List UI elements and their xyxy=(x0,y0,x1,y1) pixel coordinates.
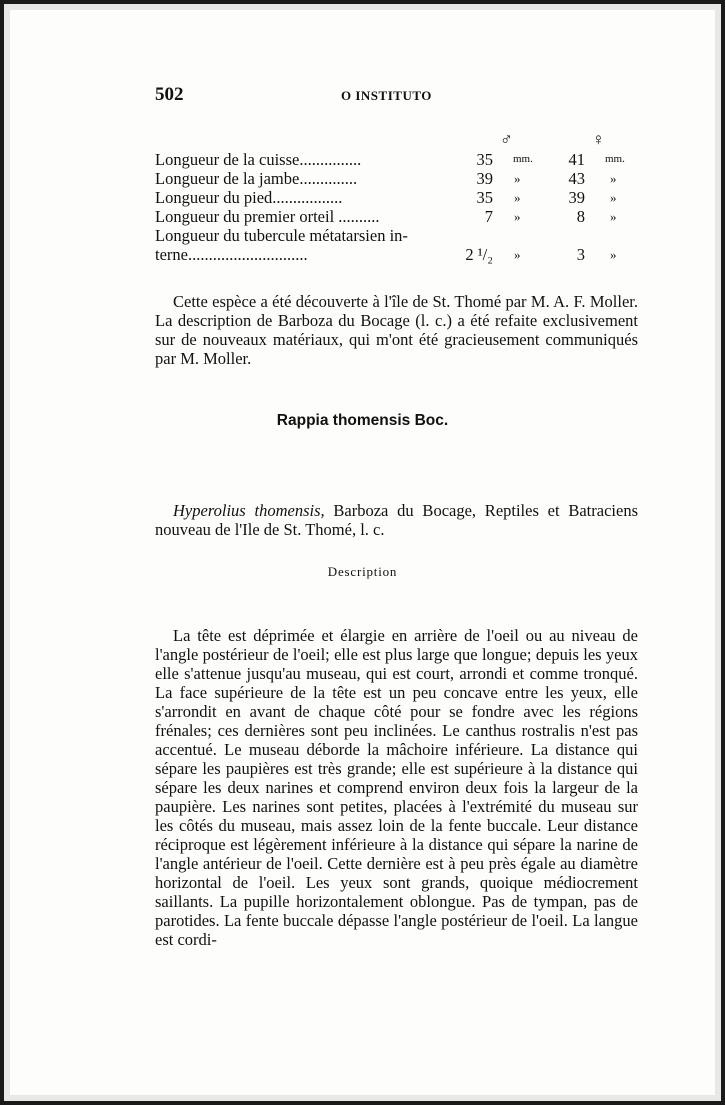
male-symbol: ♂ xyxy=(500,130,513,149)
synonym-name: Hyperolius thomensis, xyxy=(173,500,325,520)
female-unit: mm. xyxy=(605,153,625,165)
page-header xyxy=(155,84,635,108)
measurement-label: terne............................. xyxy=(155,245,308,264)
table-row xyxy=(155,245,640,264)
male-unit: » xyxy=(514,171,521,186)
female-value: 8 xyxy=(576,207,585,226)
female-unit: » xyxy=(610,171,617,186)
female-value: 43 xyxy=(568,169,585,188)
female-unit: » xyxy=(610,247,617,262)
table-row xyxy=(155,207,640,226)
male-unit: » xyxy=(514,209,521,224)
table-row xyxy=(155,188,640,207)
section-heading: Description xyxy=(327,564,398,579)
page-number: 502 xyxy=(155,84,184,105)
table-row xyxy=(155,226,640,245)
male-value: 7 xyxy=(484,207,493,226)
male-value: 35 xyxy=(476,188,493,207)
female-symbol: ♀ xyxy=(592,130,605,149)
measurement-label: Longueur de la jambe.............. xyxy=(155,169,358,188)
sex-header-row xyxy=(155,130,640,150)
male-value: 35 xyxy=(476,150,493,169)
species-heading: Rappia thomensis Boc. xyxy=(276,412,449,429)
measurements-table xyxy=(155,130,640,264)
measurement-label: Longueur du tubercule métatarsien in- xyxy=(155,226,408,245)
female-value: 39 xyxy=(568,188,585,207)
synonym-citation: Barboza du Bocage, Reptiles et Batraciens nouveau de l'Ile de St. Thomé, l. c. xyxy=(155,500,638,539)
synonym-paragraph xyxy=(155,501,638,539)
female-value: 41 xyxy=(568,150,585,169)
female-unit: » xyxy=(610,209,617,224)
table-row xyxy=(155,169,640,188)
description-paragraph: La tête est déprimée et élargie en arrière de l'oeil ou au niveau de l'angle postérieur de l'oeil; elle est plus large que longue; depuis les yeux elle s'attenue jusqu'au museau, qui est court, arrondi et comme tronqué. La face supérieure de la tête est un peu concave entre les yeux, elle s'arrondit en avant de chaque côté pour se fondre avec les régions frénales; ces dernières sont peu inclinées. Le canthus rostralis n'est pas accentué. Le museau déborde la mâchoire inférieure. La distance qui sépare les paupières est très grande; elle est supérieure à la distance qui sépare les deux narines et comprend environ deux fois la largeur de la paupière. Les narines sont petites, placées à l'extrémité du museau sur les côtés du museau, mais assez loin de la fente buccale. Leur distance réciproque est légèrement inférieure à la distance qui sépare la narine de l'angle antérieur de l'oeil. Cette dernière est à peu près égale au diamètre horizontal de l'oeil. Les yeux sont grands, quoique médiocrement saillants. La pupille horizontalement oblongue. Pas de tympan, pas de parotides. La fente buccale dépasse l'angle postérieur de l'oeil. La langue est cordi- xyxy=(155,625,638,949)
male-unit: » xyxy=(514,247,521,262)
male-value: 39 xyxy=(476,169,493,188)
measurement-label: Longueur de la cuisse............... xyxy=(155,150,362,169)
male-unit: mm. xyxy=(513,153,533,165)
measurement-label: Longueur du pied................. xyxy=(155,188,343,207)
discovery-paragraph: Cette espèce a été découverte à l'île de St. Thomé par M. A. F. Moller. La description de Barboza du Bocage (l. c.) a été refaite exclusivement sur de nouveaux matériaux, qui m'ont été gracieusement communiqués par M. Moller. xyxy=(155,291,638,368)
male-value: 2 ¹/₂ xyxy=(465,245,493,264)
male-unit: » xyxy=(514,190,521,205)
measurement-label: Longueur du premier orteil .......... xyxy=(155,207,380,226)
table-row xyxy=(155,150,640,169)
running-title: O INSTITUTO xyxy=(341,88,432,103)
female-value: 3 xyxy=(576,245,585,264)
female-unit: » xyxy=(610,190,617,205)
